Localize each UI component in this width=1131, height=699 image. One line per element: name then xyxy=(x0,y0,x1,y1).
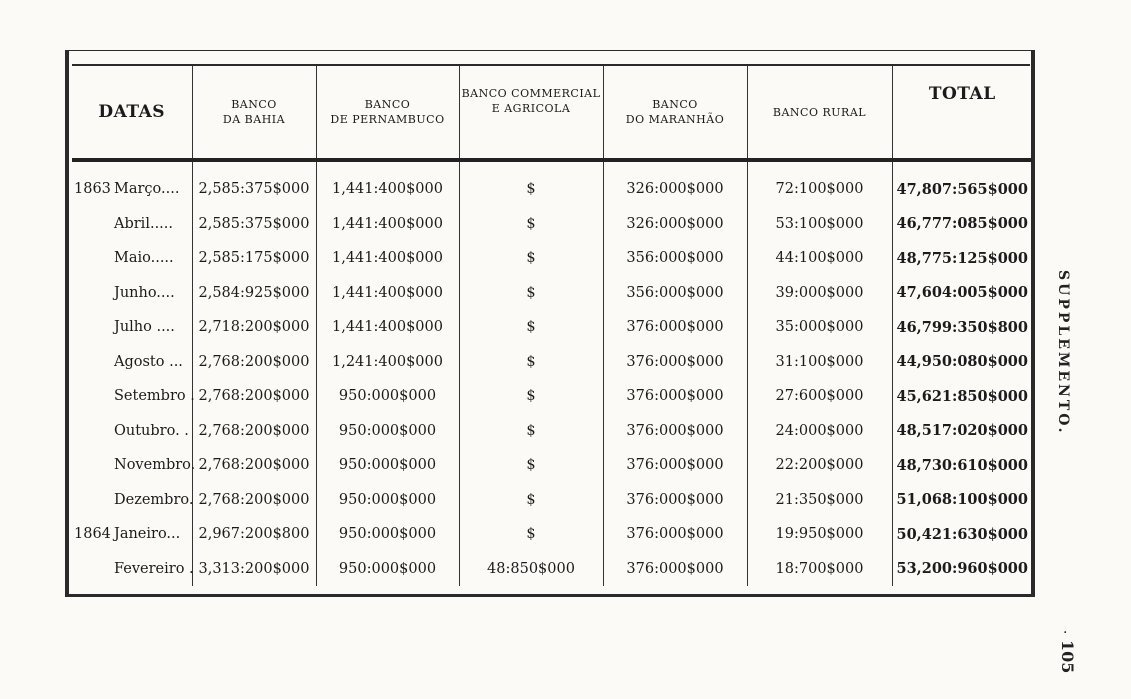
table-row xyxy=(72,517,1032,552)
header-maranhao: BANCO DO MARANHÃO xyxy=(603,66,747,160)
commercial-cell: $ xyxy=(459,207,603,242)
header-total: TOTAL xyxy=(892,66,1032,160)
pernambuco-cell: 950:000$000 xyxy=(316,483,459,518)
maranhao-cell: 326:000$000 xyxy=(603,172,747,207)
maranhao-cell: 326:000$000 xyxy=(603,207,747,242)
table-row xyxy=(72,172,1032,207)
page-number: 105 xyxy=(1058,640,1077,674)
pernambuco-cell: 1,441:400$000 xyxy=(316,276,459,311)
bahia-cell: 2,585:375$000 xyxy=(192,207,316,242)
total-cell: 46,777:085$000 xyxy=(892,207,1032,242)
date-cell xyxy=(72,448,196,483)
total-cell: 48,517:020$000 xyxy=(892,414,1032,449)
rural-cell: 24:000$000 xyxy=(747,414,892,449)
bahia-cell: 2,718:200$000 xyxy=(192,310,316,345)
pernambuco-cell: 1,441:400$000 xyxy=(316,241,459,276)
maranhao-cell: 356:000$000 xyxy=(603,241,747,276)
pernambuco-cell: 1,441:400$000 xyxy=(316,207,459,242)
header-datas: DATAS xyxy=(72,66,192,160)
bahia-cell: 2,585:375$000 xyxy=(192,172,316,207)
header-pernambuco: BANCO DE PERNAMBUCO xyxy=(316,66,459,160)
table-row xyxy=(72,483,1032,518)
total-cell: 48,730:610$000 xyxy=(892,448,1032,483)
pernambuco-cell: 950:000$000 xyxy=(316,414,459,449)
maranhao-cell: 376:000$000 xyxy=(603,379,747,414)
rural-cell: 44:100$000 xyxy=(747,241,892,276)
page-dot: · xyxy=(1063,625,1068,641)
date-cell xyxy=(72,207,192,242)
rural-cell: 21:350$000 xyxy=(747,483,892,518)
header-row xyxy=(72,66,1032,160)
pernambuco-cell: 1,441:400$000 xyxy=(316,172,459,207)
bahia-cell: 2,768:200$000 xyxy=(192,483,316,518)
bahia-cell: 2,768:200$000 xyxy=(192,379,316,414)
bahia-cell: 2,768:200$000 xyxy=(192,448,316,483)
pernambuco-cell: 950:000$000 xyxy=(316,379,459,414)
rural-cell: 31:100$000 xyxy=(747,345,892,380)
header-commercial: BANCO COMMERCIAL E AGRICOLA xyxy=(459,66,603,160)
month-label: Março.... xyxy=(114,181,180,198)
rural-cell: 18:700$000 xyxy=(747,552,892,587)
total-cell: 47,604:005$000 xyxy=(892,276,1032,311)
maranhao-cell: 376:000$000 xyxy=(603,552,747,587)
pernambuco-cell: 1,241:400$000 xyxy=(316,345,459,380)
commercial-cell: $ xyxy=(459,345,603,380)
commercial-cell: 48:850$000 xyxy=(459,552,603,587)
date-cell xyxy=(72,241,192,276)
date-cell xyxy=(72,414,192,449)
commercial-cell: $ xyxy=(459,414,603,449)
month-label: Abril..... xyxy=(114,215,174,232)
month-label: Agosto ... xyxy=(114,353,183,370)
total-cell: 53,200:960$000 xyxy=(892,552,1032,587)
commercial-cell: $ xyxy=(459,517,603,552)
rural-cell: 22:200$000 xyxy=(747,448,892,483)
date-cell xyxy=(72,517,192,552)
table-row xyxy=(72,207,1032,242)
total-cell: 50,421:630$000 xyxy=(892,517,1032,552)
month-label: Maio..... xyxy=(114,250,174,267)
commercial-cell: $ xyxy=(459,172,603,207)
maranhao-cell: 356:000$000 xyxy=(603,276,747,311)
table-row xyxy=(72,241,1032,276)
month-label: Julho .... xyxy=(114,319,175,336)
header-rural: BANCO RURAL xyxy=(747,66,892,160)
month-label: Dezembro. xyxy=(114,491,194,508)
table-row xyxy=(72,379,1032,414)
commercial-cell: $ xyxy=(459,483,603,518)
bahia-cell: 2,967:200$800 xyxy=(192,517,316,552)
commercial-cell: $ xyxy=(459,310,603,345)
rural-cell: 53:100$000 xyxy=(747,207,892,242)
bank-ledger-table xyxy=(72,66,1032,586)
date-cell xyxy=(72,276,192,311)
month-label: Janeiro... xyxy=(114,526,181,543)
date-cell xyxy=(72,379,195,414)
maranhao-cell: 376:000$000 xyxy=(603,517,747,552)
date-cell xyxy=(72,483,192,518)
table-row xyxy=(72,414,1032,449)
pernambuco-cell: 1,441:400$000 xyxy=(316,310,459,345)
bahia-cell: 2,585:175$000 xyxy=(192,241,316,276)
rural-cell: 27:600$000 xyxy=(747,379,892,414)
date-cell xyxy=(72,310,192,345)
pernambuco-cell: 950:000$000 xyxy=(316,552,459,587)
total-cell: 51,068:100$000 xyxy=(892,483,1032,518)
header-bahia: BANCO DA BAHIA xyxy=(192,66,316,160)
total-cell: 46,799:350$800 xyxy=(892,310,1032,345)
maranhao-cell: 376:000$000 xyxy=(603,483,747,518)
month-label: Setembro . xyxy=(114,388,195,405)
year-label: 1863 xyxy=(74,181,111,198)
maranhao-cell: 376:000$000 xyxy=(603,310,747,345)
supplement-side-title: SUPPLEMENTO. xyxy=(1055,270,1071,436)
rural-cell: 39:000$000 xyxy=(747,276,892,311)
date-cell xyxy=(72,552,192,587)
pernambuco-cell: 950:000$000 xyxy=(316,517,459,552)
bahia-cell: 2,768:200$000 xyxy=(192,414,316,449)
rural-cell: 72:100$000 xyxy=(747,172,892,207)
table-row xyxy=(72,276,1032,311)
bahia-cell: 2,768:200$000 xyxy=(192,345,316,380)
total-cell: 45,621:850$000 xyxy=(892,379,1032,414)
commercial-cell: $ xyxy=(459,448,603,483)
commercial-cell: $ xyxy=(459,241,603,276)
month-label: Outubro. . xyxy=(114,422,189,439)
total-cell: 44,950:080$000 xyxy=(892,345,1032,380)
table-row xyxy=(72,448,1032,483)
table-row xyxy=(72,552,1032,587)
rural-cell: 35:000$000 xyxy=(747,310,892,345)
bahia-cell: 2,584:925$000 xyxy=(192,276,316,311)
commercial-cell: $ xyxy=(459,276,603,311)
maranhao-cell: 376:000$000 xyxy=(603,448,747,483)
table-row xyxy=(72,310,1032,345)
table-row xyxy=(72,345,1032,380)
date-cell xyxy=(72,172,192,207)
month-label: Novembro. xyxy=(114,457,196,474)
year-label: 1864 xyxy=(74,526,111,543)
total-cell: 47,807:565$000 xyxy=(892,172,1032,207)
pernambuco-cell: 950:000$000 xyxy=(316,448,459,483)
total-cell: 48,775:125$000 xyxy=(892,241,1032,276)
month-label: Fevereiro . xyxy=(114,560,194,577)
maranhao-cell: 376:000$000 xyxy=(603,345,747,380)
date-cell xyxy=(72,345,192,380)
commercial-cell: $ xyxy=(459,379,603,414)
month-label: Junho.... xyxy=(114,284,175,301)
bahia-cell: 3,313:200$000 xyxy=(192,552,316,587)
rural-cell: 19:950$000 xyxy=(747,517,892,552)
maranhao-cell: 376:000$000 xyxy=(603,414,747,449)
